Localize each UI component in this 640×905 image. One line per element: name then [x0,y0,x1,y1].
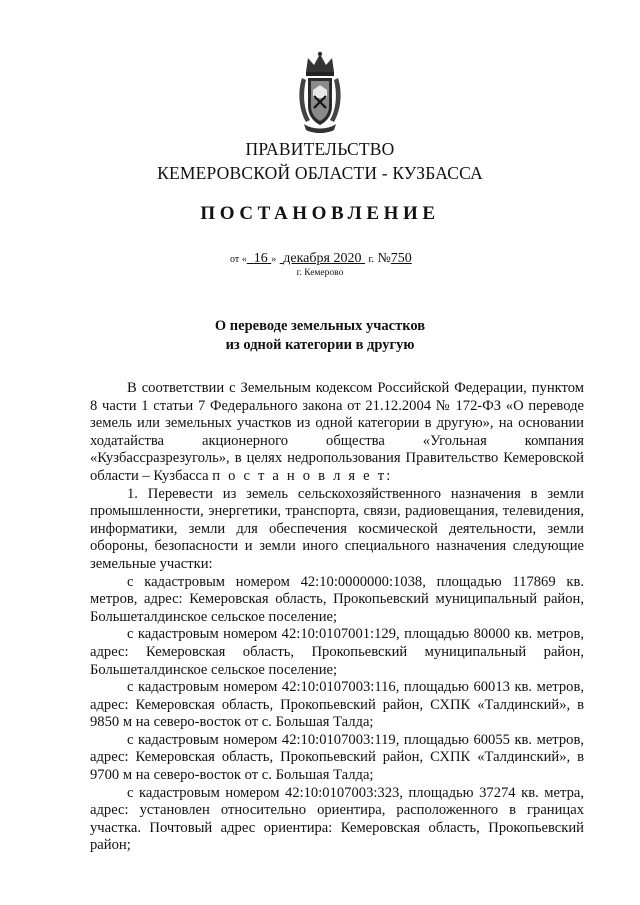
year-suffix: г. [368,254,374,265]
city-label: г. Кемерово [296,268,344,278]
government-name-line2: КЕМЕРОВСКОЙ ОБЛАСТИ - КУЗБАССА [157,163,483,183]
date-number-line [230,251,412,267]
date-month-year: декабря 2020 [283,251,362,266]
subject-line2: из одной категории в другую [225,337,415,353]
plot-paragraph-2: с кадастровым номером 42:10:0107001:129, площадью 80000 кв. метров, адрес: Кемеровская область, Прокопьевский муниципальный район, Большеталдинское сельское поселение; [90,626,584,678]
document-body [90,380,584,855]
government-name-line1: ПРАВИТЕЛЬСТВО [245,139,395,159]
subject-line1: О переводе земельных участков [214,318,426,334]
date-close-quote: » [271,254,277,265]
plot-paragraph-3: с кадастровым номером 42:10:0107003:116, площадью 60013 кв. метров, адрес: Кемеровская область, Прокопьевский район, СХПК «Талдинский», в 9850 м на северо-восток от с. Большая Талда; [90,679,584,731]
document-type-title: ПОСТАНОВЛЕНИЕ [200,203,440,224]
item-1-paragraph: 1. Перевести из земель сельскохозяйственного назначения в земли промышленности, энергетики, транспорта, связи, радиовещания, телевидения, информатики, земли для обеспечения космической деятельности, земли обороны, безопасности и земли иного специального назначения следующие земельные участки: [90,485,584,572]
plot-paragraph-1: с кадастровым номером 42:10:0000000:1038, площадью 117869 кв. метров, адрес: Кемеровская область, Прокопьевский муниципальный район, Большеталдинское сельское поселение; [90,573,584,625]
date-day: 16 [253,251,268,266]
plot-paragraph-5: с кадастровым номером 42:10:0107003:323, площадью 37274 кв. метра, адрес: установлен относительно ориентира, расположенного в границах участка. Почтовый адрес ориентира: Кемеровская область, Прокопьевский район; [90,784,584,854]
number-sign: № [377,251,391,266]
resolves-word: п о с т а н о в л я е т: [212,467,393,484]
coat-of-arms-emblem [296,50,344,136]
document-number: 750 [390,251,412,266]
preamble-paragraph: В соответствии с Земельным кодексом Российской Федерации, пунктом 8 части 1 статьи 7 Федерального закона от 21.12.2004 № 172-ФЗ «О переводе земель или земельных участков из одной категории в другую», на основании ходатайства акционерного общества «Угольная компания «Кузбассразрезуголь», в целях недропользования Правительство Кемеровской области – Кузбасса п о с т а н о в л я е т: [90,380,584,484]
plot-paragraph-4: с кадастровым номером 42:10:0107003:119, площадью 60055 кв. метров, адрес: Кемеровская область, Прокопьевский район, СХПК «Талдинский», в 9700 м на северо-восток от с. Большая Талда; [90,731,584,784]
date-from-label: от « [230,254,247,265]
